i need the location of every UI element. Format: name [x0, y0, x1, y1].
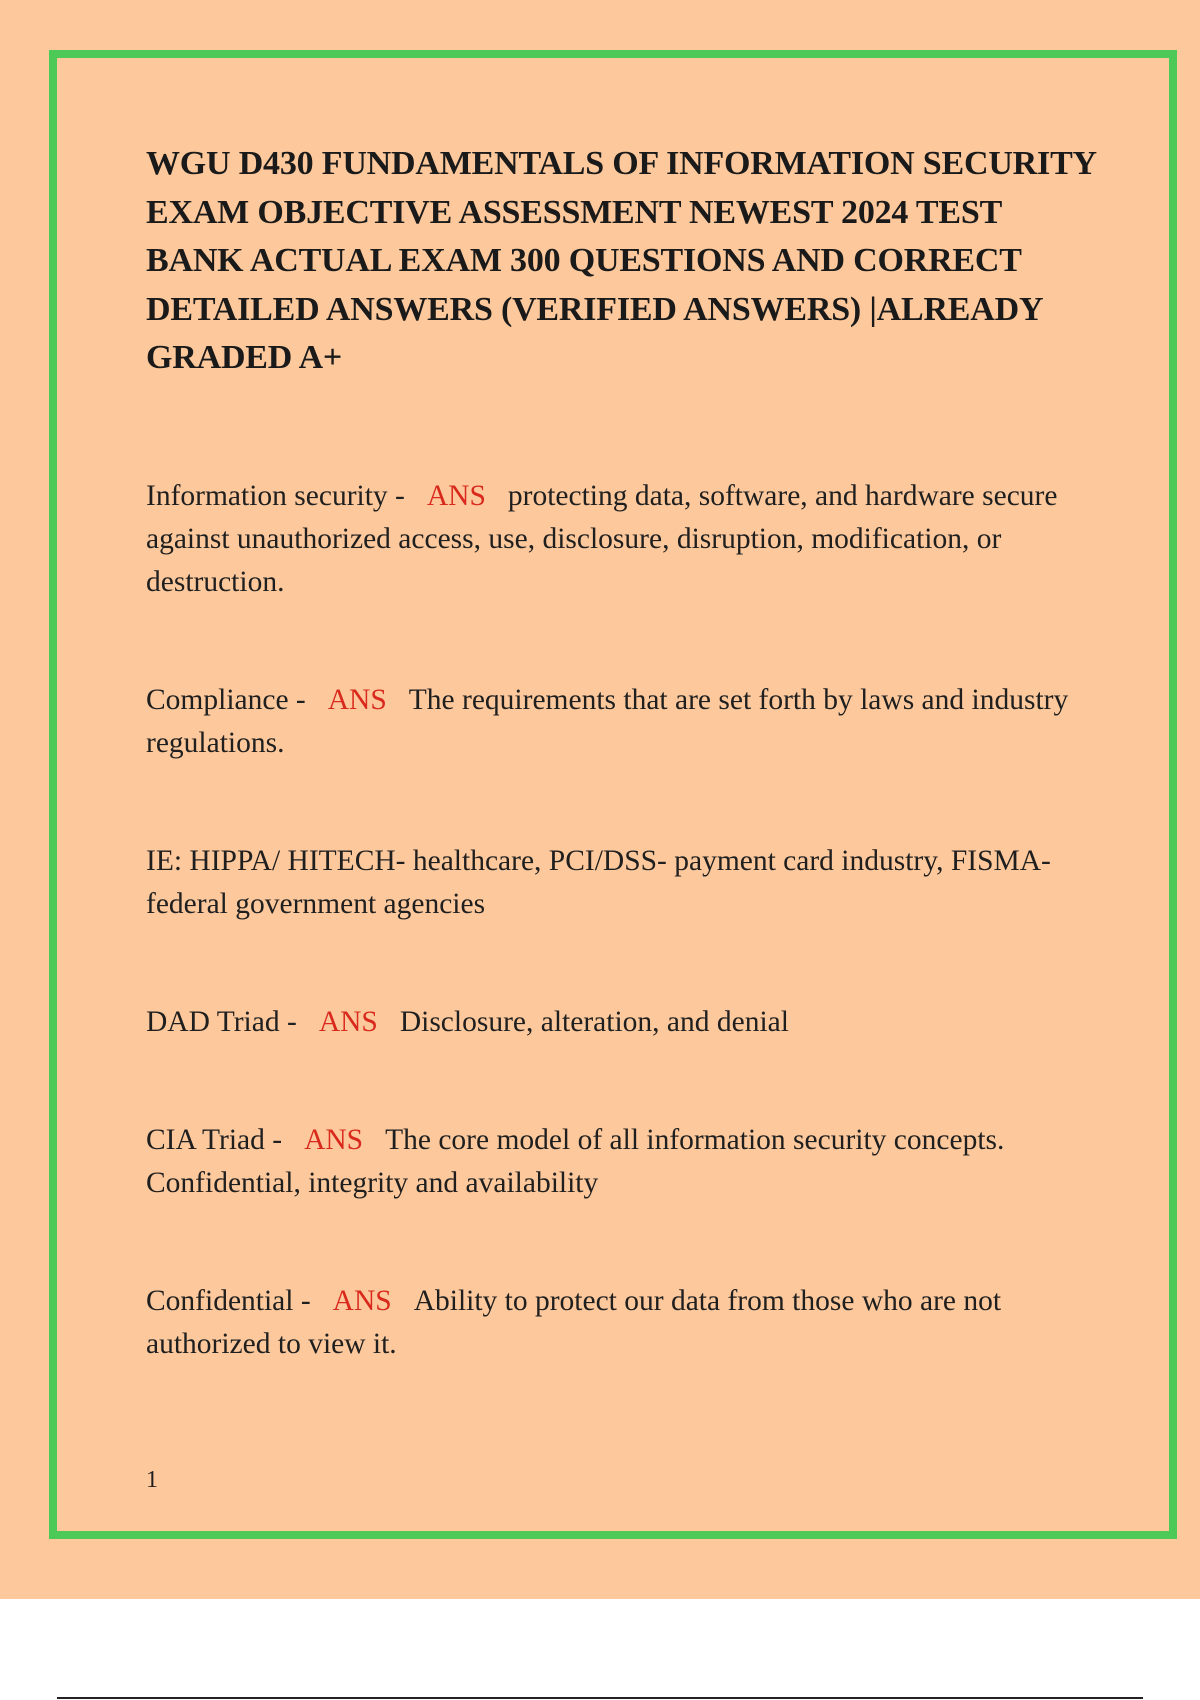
qa-entry-cia-triad	[146, 1119, 1096, 1205]
entry-definition: The requirements that are set forth by laws and industry regulations.	[146, 683, 1069, 759]
qa-entry-compliance	[146, 679, 1096, 765]
footer-divider	[57, 1697, 1143, 1699]
entry-term: Information security -	[146, 479, 405, 512]
ans-label: ANS	[426, 479, 486, 512]
page-number: 1	[146, 1467, 158, 1493]
entry-term: Confidential -	[146, 1284, 311, 1317]
qa-entry-dad-triad	[146, 1001, 1096, 1044]
qa-entry-confidential	[146, 1280, 1096, 1366]
qa-entry-information-security	[146, 475, 1096, 604]
document-title: WGU D430 FUNDAMENTALS OF INFORMATION SECURITY EXAM OBJECTIVE ASSESSMENT NEWEST 2024 TEST BANK ACTUAL EXAM 300 QUESTIONS AND CORRECT DETAILED ANSWERS (VERIFIED ANSWERS) |ALREADY GRADED A+	[146, 145, 1096, 376]
qa-entries	[146, 475, 1096, 1366]
ans-label: ANS	[304, 1123, 364, 1156]
compliance-examples-note: IE: HIPPA/ HITECH- healthcare, PCI/DSS- payment card industry, FISMA- federal government agencies	[146, 844, 1051, 920]
ans-label: ANS	[332, 1284, 392, 1317]
entry-definition: Ability to protect our data from those who are not authorized to view it.	[146, 1284, 1002, 1360]
entry-term: CIA Triad -	[146, 1123, 283, 1156]
entry-term: Compliance -	[146, 683, 306, 716]
entry-definition: Disclosure, alteration, and denial	[399, 1005, 789, 1038]
entry-definition: protecting data, software, and hardware secure against unauthorized access, use, disclosure, disruption, modification, or destruction.	[146, 479, 1058, 598]
ans-label: ANS	[327, 683, 387, 716]
ans-label: ANS	[318, 1005, 378, 1038]
document-content	[146, 140, 1096, 1441]
entry-definition: The core model of all information security concepts. Confidential, integrity and availability	[146, 1123, 1005, 1199]
entry-term: DAD Triad -	[146, 1005, 297, 1038]
